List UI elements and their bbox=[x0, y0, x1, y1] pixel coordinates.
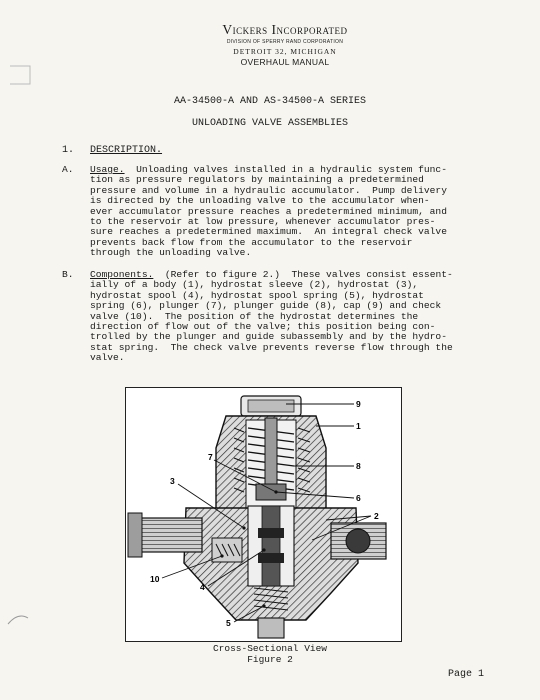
paragraph-body bbox=[90, 165, 506, 259]
figure-caption: Cross-Sectional View bbox=[212, 643, 328, 654]
paragraph-line: hydrostat spool (4), hydrostat spool spring (5), hydrostat bbox=[90, 289, 424, 301]
paragraph-line: valve (10). The position of the hydrostat determines the bbox=[90, 310, 419, 322]
callout-4: 4 bbox=[200, 582, 205, 592]
paragraph-line: prevents back flow from the accumulator to the reservoir bbox=[90, 236, 413, 248]
paragraph-line: sure reaches a predetermined maximum. An integral check valve bbox=[90, 226, 447, 238]
callout-5: 5 bbox=[226, 618, 231, 628]
inlet-port bbox=[134, 518, 202, 552]
valve-cross-section-drawing bbox=[126, 388, 401, 641]
paragraph-line: valve. bbox=[90, 352, 125, 364]
callout-8: 8 bbox=[356, 461, 361, 471]
callout-10: 10 bbox=[150, 574, 160, 584]
cross-section-figure bbox=[125, 387, 402, 642]
paragraph-line: to the reservoir at low pressure, whenever accumulator pres- bbox=[90, 216, 436, 228]
paragraph-label: B. bbox=[62, 269, 74, 280]
paragraph-label: A. bbox=[62, 164, 74, 175]
section-heading bbox=[62, 145, 162, 156]
margin-bracket-mark bbox=[8, 60, 38, 90]
document-subtitle: UNLOADING VALVE ASSEMBLIES bbox=[191, 118, 349, 129]
paragraph-usage bbox=[62, 165, 502, 265]
paragraph-heading: Components. bbox=[90, 269, 154, 280]
callout-1: 1 bbox=[356, 421, 361, 431]
paragraph-line: spring (6), plunger (7), plunger guide (8), cap (9) and check bbox=[90, 300, 442, 312]
paragraph-line: ever accumulator pressure reaches a predetermined minimum, and bbox=[90, 205, 447, 217]
company-name: Vickers Incorporated bbox=[222, 22, 348, 37]
callout-9: 9 bbox=[356, 399, 361, 409]
callout-2: 2 bbox=[374, 511, 379, 521]
paragraph-line: direction of flow out of the valve; this position being con- bbox=[90, 321, 436, 333]
paragraph-line: through the unloading valve. bbox=[90, 247, 252, 259]
paragraph-line: is directed by the unloading valve to the accumulator when- bbox=[90, 195, 430, 207]
division-line: DIVISION OF SPERRY RAND CORPORATION bbox=[226, 39, 344, 45]
margin-curve-mark bbox=[4, 604, 34, 634]
callout-6: 6 bbox=[356, 493, 361, 503]
figure-number: Figure 2 bbox=[247, 654, 293, 665]
paragraph-line: stat spring. The check valve prevents reverse flow through the bbox=[90, 341, 453, 353]
callout-7: 7 bbox=[208, 452, 213, 462]
hydrostat-spool bbox=[262, 506, 280, 586]
paragraph-line: Usage. Unloading valves installed in a hydraulic system func- bbox=[90, 164, 447, 175]
series-title: AA-34500-A AND AS-34500-A SERIES bbox=[173, 96, 367, 107]
paragraph-line: ially of a body (1), hydrostat sleeve (2), hydrostat (3), bbox=[90, 279, 419, 291]
paragraph-heading: Usage. bbox=[90, 164, 125, 175]
paragraph-line: tion as pressure regulators by maintaining a predetermined bbox=[90, 174, 424, 186]
paragraph-line: trolled by the plunger and guide subassembly and by the hydro- bbox=[90, 331, 447, 343]
manual-type: OVERHAUL MANUAL bbox=[240, 57, 330, 67]
paragraph-components bbox=[62, 270, 502, 380]
section-number: 1. bbox=[62, 145, 75, 156]
paragraph-line: pressure and volume in a hydraulic accumulator. Pump delivery bbox=[90, 184, 447, 196]
paragraph-body bbox=[90, 270, 506, 364]
callout-3: 3 bbox=[170, 476, 175, 486]
paragraph-line: Components. (Refer to figure 2.) These valves consist essent- bbox=[90, 269, 453, 280]
section-title: DESCRIPTION. bbox=[90, 145, 163, 156]
city-line: DETROIT 32, MICHIGAN bbox=[233, 47, 337, 56]
page-number: Page 1 bbox=[448, 669, 485, 680]
